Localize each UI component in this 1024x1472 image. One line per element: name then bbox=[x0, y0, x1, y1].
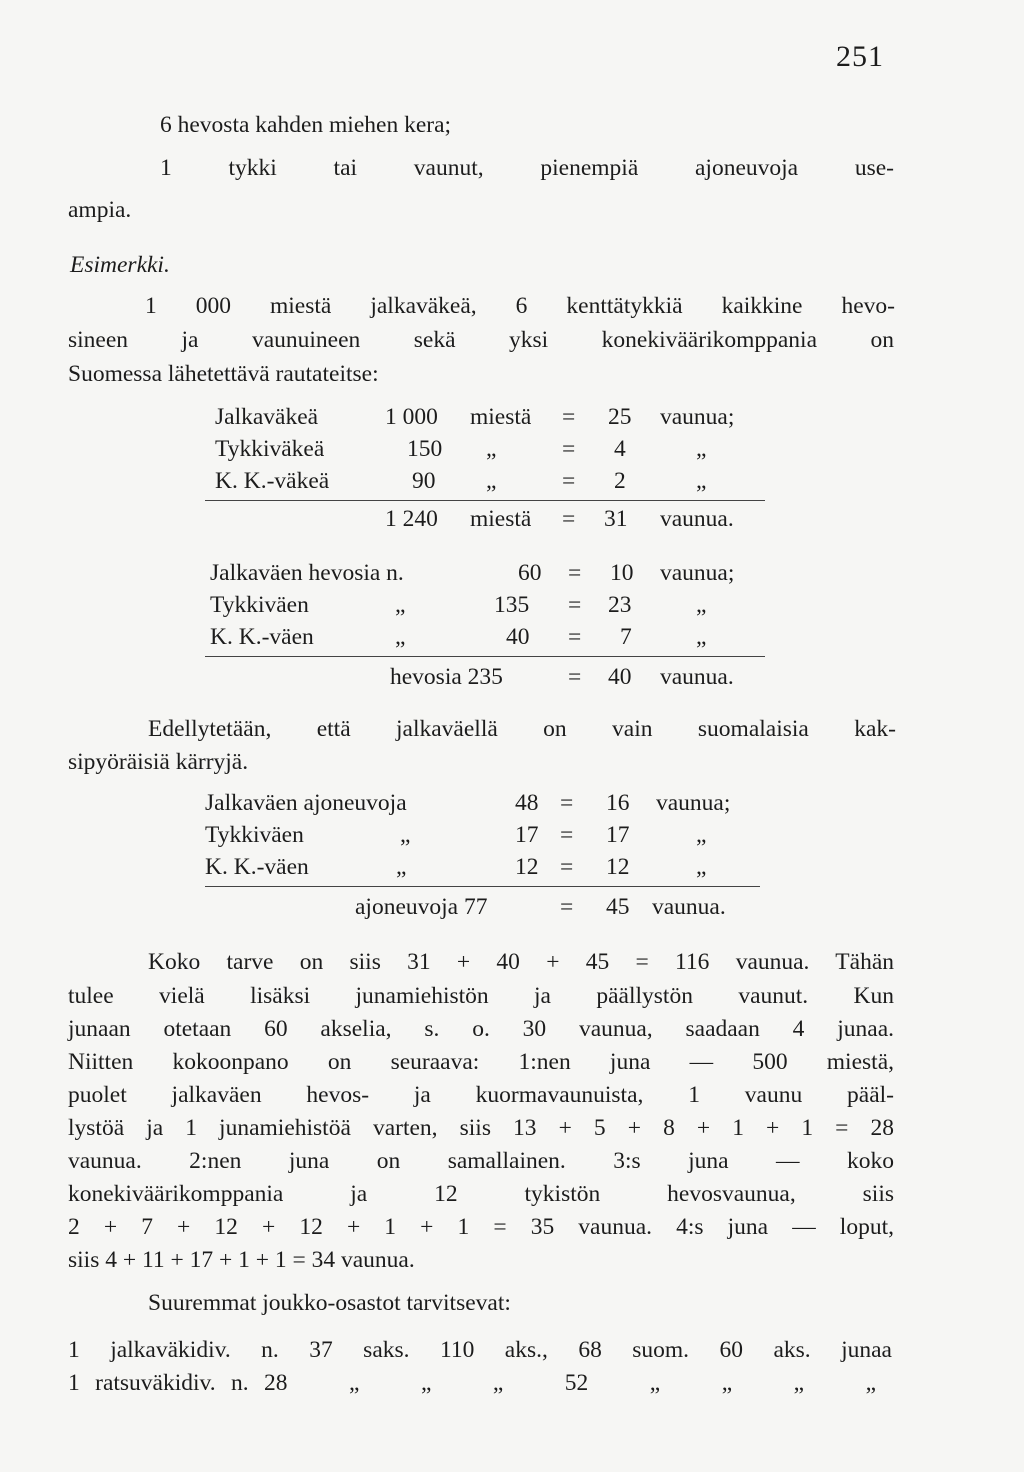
row-result: 12 bbox=[606, 854, 630, 880]
total-wagon: vaunua. bbox=[652, 894, 726, 920]
intro-line-3: ampia. bbox=[68, 197, 132, 223]
total-label: ajoneuvoja 77 bbox=[355, 894, 488, 920]
summary-line: puolet jalkaväen hevos- ja kuormavaunuista, 1 vaunu pääl- bbox=[68, 1082, 894, 1108]
row-count: 48 bbox=[515, 790, 539, 816]
summary-line: junaan otetaan 60 akselia, s. o. 30 vaunua, saadaan 4 junaa. bbox=[68, 1016, 894, 1042]
larger-units-line-2: 1 ratsuväkidiv. n. 28 „ „ „ 52 „ „ „ „ bbox=[68, 1370, 876, 1396]
summary-line: tulee vielä lisäksi junamiehistön ja päällystön vaunut. Kun bbox=[68, 983, 894, 1009]
intro-line-1: 6 hevosta kahden miehen kera; bbox=[160, 112, 452, 138]
sum-divider bbox=[205, 656, 765, 657]
example-heading: Esimerkki. bbox=[70, 252, 170, 278]
row-wagon: „ bbox=[696, 624, 707, 650]
row-label: Tykkiväen bbox=[205, 822, 304, 848]
row-equals: = bbox=[560, 790, 574, 816]
assumption-line-1: Edellytetään, että jalkaväellä on vain suomalaisia kak- bbox=[148, 716, 896, 742]
row-result: 16 bbox=[606, 790, 630, 816]
summary-line: vaunua. 2:nen juna on samallainen. 3:s juna — koko bbox=[68, 1148, 894, 1174]
row-label: Tykkiväkeä bbox=[215, 436, 325, 462]
example-line-3: Suomessa lähetettävä rautateitse: bbox=[68, 361, 379, 387]
row-wagon: „ bbox=[696, 468, 707, 494]
row-result: 25 bbox=[608, 404, 632, 430]
row-wagon: vaunua; bbox=[660, 560, 735, 586]
row-result: 2 bbox=[614, 468, 626, 494]
row-ditto: „ bbox=[395, 592, 406, 618]
row-unit: „ bbox=[486, 436, 497, 462]
assumption-line-2: sipyöräisiä kärryjä. bbox=[68, 749, 249, 775]
row-result: 4 bbox=[614, 436, 626, 462]
row-equals: = bbox=[562, 404, 576, 430]
row-count: 150 bbox=[407, 436, 443, 462]
summary-line: Niitten kokoonpano on seuraava: 1:nen juna — 500 miestä, bbox=[68, 1049, 894, 1075]
row-label: Jalkaväen ajoneuvoja bbox=[205, 790, 407, 816]
row-result: 7 bbox=[620, 624, 632, 650]
summary-line: konekiväärikomppania ja 12 tykistön hevosvaunua, siis bbox=[68, 1181, 894, 1207]
summary-line: Koko tarve on siis 31 + 40 + 45 = 116 vaunua. Tähän bbox=[148, 949, 894, 975]
row-label: Tykkiväen bbox=[210, 592, 309, 618]
summary-line: 2 + 7 + 12 + 12 + 1 + 1 = 35 vaunua. 4:s juna — loput, bbox=[68, 1214, 894, 1240]
total-unit: miestä bbox=[470, 506, 532, 532]
row-equals: = bbox=[562, 436, 576, 462]
summary-last-line: siis 4 + 11 + 17 + 1 + 1 = 34 vaunua. bbox=[68, 1247, 415, 1273]
row-equals: = bbox=[568, 624, 582, 650]
row-label: Jalkaväkeä bbox=[215, 404, 319, 430]
total-label: hevosia 235 bbox=[390, 664, 503, 690]
row-result: 17 bbox=[606, 822, 630, 848]
total-result: 31 bbox=[604, 506, 628, 532]
row-count: 1 000 bbox=[385, 404, 438, 430]
page-number: 251 bbox=[836, 40, 884, 73]
sum-divider bbox=[205, 886, 760, 887]
summary-line: lystöä ja 1 junamiehistöä varten, siis 13 + 5 + 8 + 1 + 1 = 28 bbox=[68, 1115, 894, 1141]
total-wagon: vaunua. bbox=[660, 664, 734, 690]
row-ditto: „ bbox=[396, 854, 407, 880]
sum-divider bbox=[205, 500, 765, 501]
total-result: 40 bbox=[608, 664, 632, 690]
intro-line-2: 1 tykki tai vaunut, pienempiä ajoneuvoja use- bbox=[160, 155, 894, 181]
row-equals: = bbox=[562, 468, 576, 494]
row-count: 12 bbox=[515, 854, 539, 880]
row-equals: = bbox=[560, 822, 574, 848]
row-wagon: „ bbox=[696, 854, 707, 880]
row-ditto: „ bbox=[395, 624, 406, 650]
row-count: 90 bbox=[412, 468, 436, 494]
row-equals: = bbox=[568, 560, 582, 586]
larger-units-line-1: 1 jalkaväkidiv. n. 37 saks. 110 aks., 68 suom. 60 aks. junaa bbox=[68, 1337, 892, 1363]
row-result: 23 bbox=[608, 592, 632, 618]
row-label: K. K.-väkeä bbox=[215, 468, 330, 494]
row-wagon: „ bbox=[696, 436, 707, 462]
row-unit: miestä bbox=[470, 404, 532, 430]
total-equals: = bbox=[568, 664, 582, 690]
row-wagon: „ bbox=[696, 822, 707, 848]
row-count: 60 bbox=[518, 560, 542, 586]
example-line-1: 1 000 miestä jalkaväkeä, 6 kenttätykkiä kaikkine hevo- bbox=[145, 293, 895, 319]
row-wagon: vaunua; bbox=[660, 404, 735, 430]
larger-units-heading: Suuremmat joukko-osastot tarvitsevat: bbox=[148, 1290, 511, 1316]
row-ditto: „ bbox=[400, 822, 411, 848]
row-count: 135 bbox=[494, 592, 530, 618]
total-equals: = bbox=[562, 506, 576, 532]
row-count: 17 bbox=[515, 822, 539, 848]
row-count: 40 bbox=[506, 624, 530, 650]
total-equals: = bbox=[560, 894, 574, 920]
row-label: Jalkaväen hevosia n. bbox=[210, 560, 404, 586]
row-unit: „ bbox=[486, 468, 497, 494]
row-result: 10 bbox=[610, 560, 634, 586]
row-wagon: vaunua; bbox=[656, 790, 731, 816]
total-count: 1 240 bbox=[385, 506, 438, 532]
row-equals: = bbox=[568, 592, 582, 618]
row-label: K. K.-väen bbox=[210, 624, 314, 650]
total-result: 45 bbox=[606, 894, 630, 920]
row-equals: = bbox=[560, 854, 574, 880]
example-line-2: sineen ja vaunuineen sekä yksi konekiväärikomppania on bbox=[68, 327, 894, 353]
total-wagon: vaunua. bbox=[660, 506, 734, 532]
row-wagon: „ bbox=[696, 592, 707, 618]
row-label: K. K.-väen bbox=[205, 854, 309, 880]
